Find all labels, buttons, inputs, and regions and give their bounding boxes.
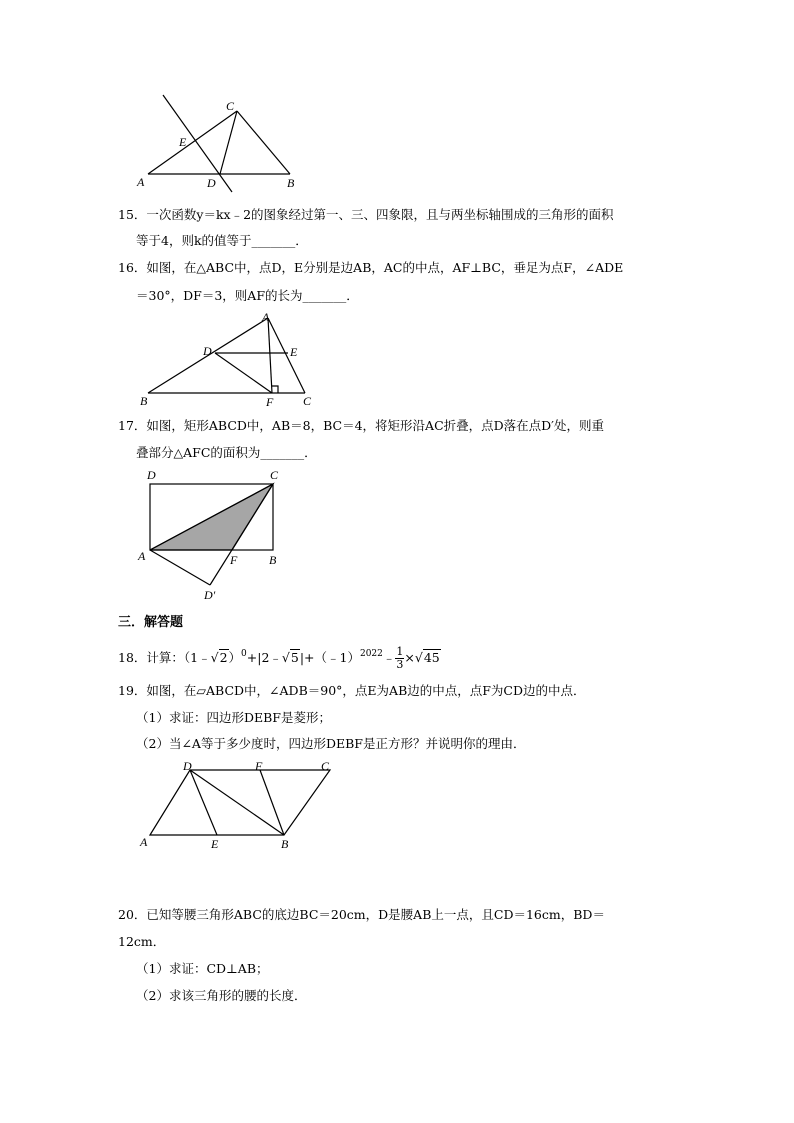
q14-figure	[130, 92, 310, 197]
line-ad-prime	[150, 550, 210, 585]
label-c: C	[226, 99, 235, 113]
label-c: C	[270, 468, 279, 482]
line-ac	[148, 111, 237, 174]
label-d: D	[207, 176, 216, 190]
q20-line1: 20．已知等腰三角形ABC的底边BC＝20cm，D是腰AB上一点，且CD＝16cm，BD＝	[118, 907, 605, 922]
label-f: F	[266, 395, 274, 409]
label-b: B	[281, 837, 289, 851]
line-cb	[237, 111, 290, 174]
label-d: D	[183, 759, 192, 773]
q16-line1: 16．如图，在△ABC中，点D，E分别是边AB，AC的中点，AF⊥BC，垂足为点F，∠ADE	[118, 260, 624, 275]
q19-part1: （1）求证：四边形DEBF是菱形；	[136, 710, 331, 725]
label-d: D	[147, 468, 156, 482]
line-bf	[260, 770, 284, 835]
label-a: A	[137, 175, 145, 189]
label-b: B	[269, 553, 277, 567]
label-e: E	[211, 837, 219, 851]
q20-line2: 12cm．	[118, 934, 166, 949]
label-d: D	[203, 344, 212, 358]
q16-figure	[135, 310, 325, 408]
line-af	[268, 318, 272, 393]
label-f: F	[255, 759, 263, 773]
q20-part2: （2）求该三角形的腰的长度．	[136, 988, 307, 1003]
fraction: $\frac{1}{3}$	[396, 645, 404, 671]
label-c: C	[321, 759, 330, 773]
sqrt-symbol: √	[210, 650, 219, 665]
perpendicular-bisector-line	[163, 95, 232, 192]
q19-part2: （2）当∠A等于多少度时，四边形DEBF是正方形？并说明你的理由．	[136, 736, 526, 751]
q20-part1: （1）求证：CD⊥AB；	[136, 961, 269, 976]
q17-line2: 叠部分△AFC的面积为_______．	[136, 445, 317, 460]
q17-figure	[132, 464, 292, 606]
label-e: E	[179, 135, 187, 149]
label-b: B	[287, 176, 295, 190]
sqrt-symbol: √	[414, 650, 423, 665]
label-a: A	[262, 310, 270, 324]
line-df	[215, 353, 272, 393]
q16-line2: ＝30°，DF＝3，则AF的长为_______．	[136, 288, 359, 303]
label-c: C	[303, 394, 312, 408]
sqrt-symbol: √	[281, 650, 290, 665]
line-cd	[220, 111, 237, 174]
label-b: B	[140, 394, 148, 408]
label-a: A	[140, 835, 148, 849]
label-a: A	[138, 549, 146, 563]
line-ac	[268, 318, 305, 393]
q15-line2: 等于4，则k的值等于_______．	[136, 233, 308, 248]
q19-line1: 19．如图，在▱ABCD中，∠ADB＝90°，点E为AB边的中点，点F为CD边的中点．	[118, 683, 586, 698]
q19-figure	[135, 758, 345, 856]
parallelogram-abcd	[150, 770, 330, 835]
label-f: F	[230, 553, 238, 567]
right-angle-mark	[272, 386, 278, 393]
q17-line1: 17．如图，矩形ABCD中，AB＝8，BC＝4，将矩形沿AC折叠，点D落在点D′处，则重	[118, 418, 605, 433]
q18-expression: 18．计算：（1﹣√2）$^0$+|2﹣√5|+（﹣1）$^{2022}$﹣ $\frac{1}{3}$ ×√45	[118, 645, 440, 671]
q15-line1: 15．一次函数y＝kx﹣2的图象经过第一、三、四象限，且与两坐标轴围成的三角形的面积	[118, 207, 614, 222]
label-e: E	[290, 345, 298, 359]
label-d-prime: D′	[204, 588, 216, 602]
section-title: 三．解答题	[118, 615, 184, 630]
